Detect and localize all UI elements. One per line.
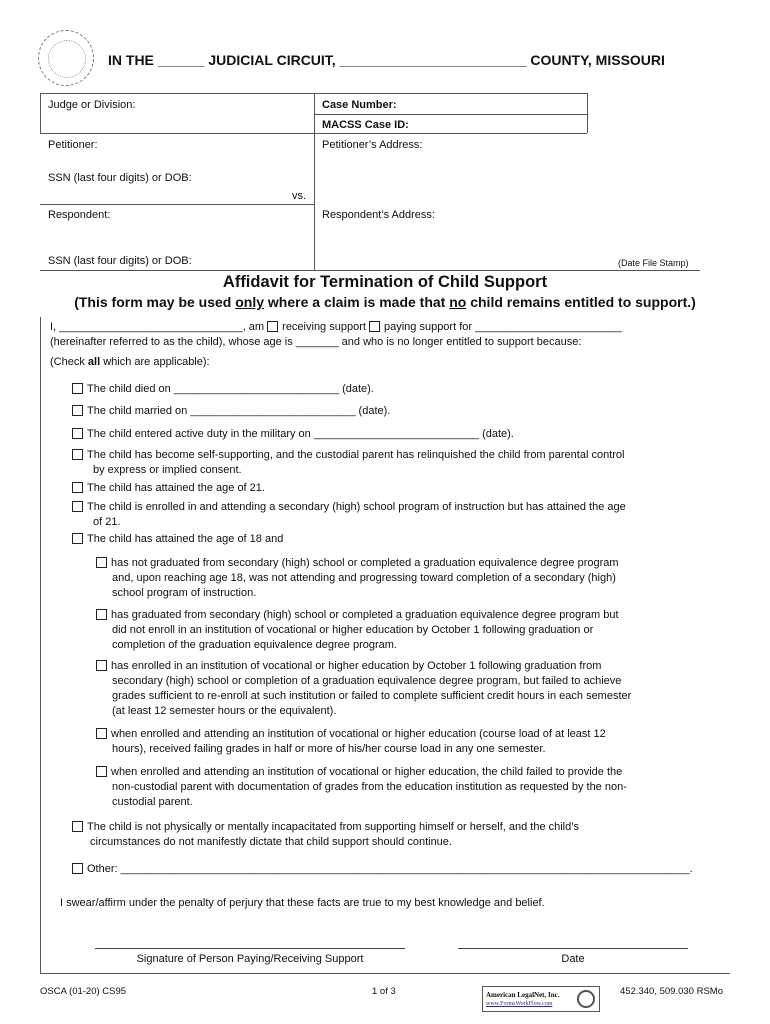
military-checkbox[interactable] [72,428,83,439]
caption-divider [314,93,315,270]
publisher-logo [482,986,600,1012]
form-frame-left [40,317,41,973]
sub-option-d: when enrolled and attending an institution of vocational or higher education (course load of at least 12 [96,727,606,741]
macss-label: MACSS Case ID: [322,119,409,131]
sub-option-a-line2: and, upon reaching age 18, was not attending and progressing toward completion of a secondary (high) [112,572,616,584]
date-line[interactable] [458,948,688,949]
option-self-supporting: The child has become self-supporting, and the custodial parent has relinquished the child from parental control [72,448,624,462]
option-married: The child married on ___________________________ (date). [72,404,390,418]
respondent-address-label: Respondent’s Address: [322,209,435,221]
case-number-label: Case Number: [322,99,397,111]
sub-option-b-line3: completion of the graduation equivalence degree program. [112,639,397,651]
age21-checkbox[interactable] [72,482,83,493]
page-number: 1 of 3 [372,986,396,997]
sub-option-b-line2: did not enroll in an institution of vocational or higher education by October 1 following graduation or [112,624,594,636]
signature-line[interactable] [95,948,405,949]
form-title: Affidavit for Termination of Child Support [222,273,548,291]
swear-statement: I swear/affirm under the penalty of perjury that these facts are true to my best knowledge and belief. [60,897,545,909]
sub-option-c-line2: secondary (high) school or completion of a graduation equivalence degree program, but failed to achieve [112,675,622,687]
logo-circle-icon [577,990,595,1008]
date-stamp-label: (Date File Stamp) [618,258,689,268]
sub-option-c: has enrolled in an institution of vocational or higher education by October 1 following graduation from [96,659,601,673]
sub-option-a: has not graduated from secondary (high) school or completed a graduation equivalence degree program [96,556,619,570]
option-other: Other: _____________________________________________________________________________________________. [72,862,693,876]
option-military: The child entered active duty in the military on ___________________________ (date). [72,427,514,441]
sub-option-e-line3: custodial parent. [112,796,193,808]
option-enrolled-cont: of 21. [93,516,121,528]
logo-url: www.FormsWorkFlow.com [486,1001,553,1007]
caption-left-border-top [40,93,41,133]
statute-reference: 452.340, 509.030 RSMo [620,986,723,997]
form-subtitle: (This form may be used only where a claim is made that no child remains entitled to support.) [74,294,696,310]
sub-option-c-line4: (at least 12 semester hours or the equivalent). [112,705,337,717]
petitioner-label: Petitioner: [48,139,98,151]
married-checkbox[interactable] [72,405,83,416]
court-seal-icon [38,30,94,86]
caption-case-divider [314,114,587,115]
respondent-label: Respondent: [48,209,111,221]
option-enrolled: The child is enrolled in and attending a secondary (high) school program of instruction but has attained the age [72,500,626,514]
sub-a-checkbox[interactable] [96,557,107,568]
caption-vs-divider [40,204,314,205]
sub-d-checkbox[interactable] [96,728,107,739]
option-age18: The child has attained the age of 18 and [72,532,283,546]
petitioner-ssn-label: SSN (last four digits) or DOB: [48,172,192,184]
receiving-support-checkbox[interactable] [267,321,278,332]
sub-option-a-line3: school program of instruction. [112,587,257,599]
petitioner-address-label: Petitioner’s Address: [322,139,423,151]
sub-option-c-line3: grades sufficient to re-enroll at such institution or failed to complete sufficient credit hours in each semester [112,690,632,702]
intro-line-1: I, ______________________________, am receiving support paying support for ________________________ [50,321,622,333]
court-header: IN THE ______ JUDICIAL CIRCUIT, ________________________ COUNTY, MISSOURI [108,52,665,68]
judge-label: Judge or Division: [48,99,136,111]
caption-right-border [587,93,588,133]
other-checkbox[interactable] [72,863,83,874]
option-incapacitated: The child is not physically or mentally incapacitated from supporting himself or herself, and the child’s [72,820,579,834]
option-incapacitated-cont: circumstances do not manifestly dictate that child support should continue. [90,836,452,848]
date-label: Date [561,953,585,965]
signature-label: Signature of Person Paying/Receiving Support [136,953,364,965]
sub-option-e-line2: non-custodial parent with documentation of grades from the education institution as requested by the non- [112,781,627,793]
incapacitated-checkbox[interactable] [72,821,83,832]
paying-support-checkbox[interactable] [369,321,380,332]
check-instructions: (Check all which are applicable): [50,356,210,368]
option-self-supporting-cont: by express or implied consent. [93,464,242,476]
enrolled-checkbox[interactable] [72,501,83,512]
option-age21: The child has attained the age of 21. [72,481,265,495]
form-id: OSCA (01-20) CS95 [40,986,127,997]
self-supporting-checkbox[interactable] [72,449,83,460]
sub-option-e: when enrolled and attending an institution of vocational or higher education, the child failed to provide the [96,765,622,779]
sub-e-checkbox[interactable] [96,766,107,777]
vs-label: vs. [292,190,307,202]
age18-checkbox[interactable] [72,533,83,544]
caption-bottom-border [40,270,700,271]
respondent-ssn-label: SSN (last four digits) or DOB: [48,255,192,267]
died-checkbox[interactable] [72,383,83,394]
caption-row-divider [40,133,587,134]
sub-b-checkbox[interactable] [96,609,107,620]
sub-c-checkbox[interactable] [96,660,107,671]
logo-name: American LegalNet, Inc. [486,991,560,999]
intro-line-2: (hereinafter referred to as the child), whose age is _______ and who is no longer entitled to support because: [50,336,582,348]
option-died: The child died on ___________________________ (date). [72,382,374,396]
form-frame-bottom [40,973,730,974]
sub-option-d-line2: hours), received failing grades in half or more of his/her course load in any one semester. [112,743,546,755]
sub-option-b: has graduated from secondary (high) school or completed a graduation equivalence degree program but [96,608,619,622]
